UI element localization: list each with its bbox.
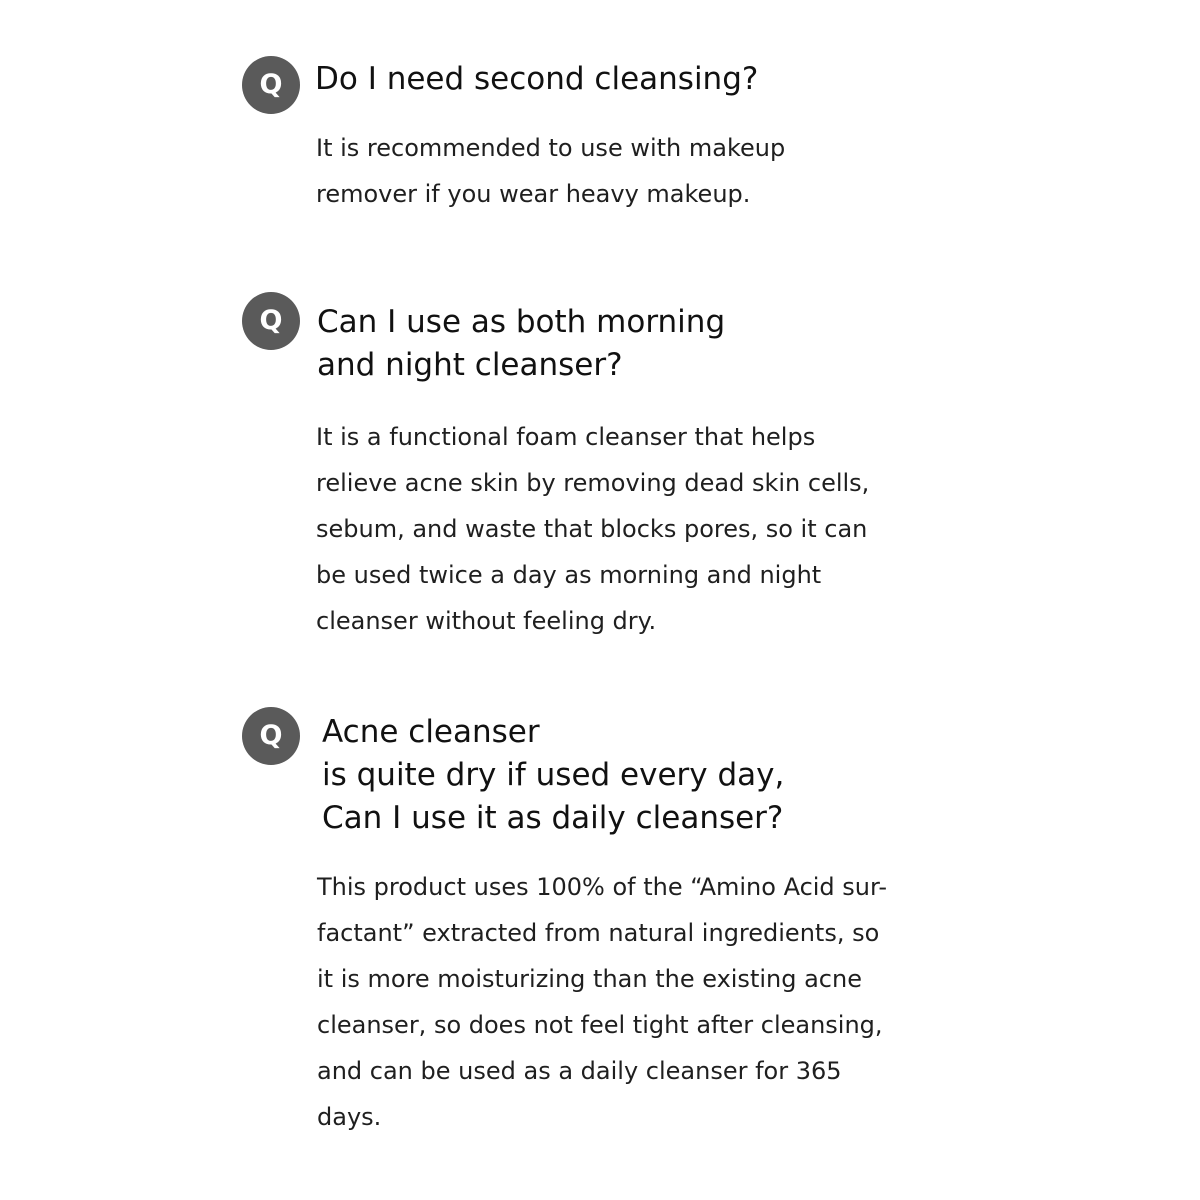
answer-line: relieve acne skin by removing dead skin cells,	[316, 469, 870, 497]
q-badge-icon: Q	[242, 292, 300, 350]
answer-line: cleanser, so does not feel tight after cleansing,	[317, 1011, 883, 1039]
answer-line: sebum, and waste that blocks pores, so it can	[316, 515, 868, 543]
faq-answer	[316, 125, 785, 217]
question-line: and night cleanser?	[317, 347, 623, 383]
faq-answer	[316, 414, 869, 644]
question-line: is quite dry if used every day,	[322, 757, 785, 793]
question-line: Acne cleanser	[322, 714, 540, 750]
answer-line: cleanser without feeling dry.	[316, 607, 657, 635]
answer-line: factant” extracted from natural ingredients, so	[317, 919, 880, 947]
q-badge-icon: Q	[242, 707, 300, 765]
question-line: Do I need second cleansing?	[315, 61, 759, 97]
answer-line: remover if you wear heavy makeup.	[316, 180, 751, 208]
answer-line: days.	[317, 1103, 382, 1131]
answer-line: This product uses 100% of the “Amino Acid sur-	[317, 873, 887, 901]
question-line: Can I use as both morning	[317, 304, 726, 340]
answer-line: and can be used as a daily cleanser for 365	[317, 1057, 842, 1085]
faq-answer	[317, 864, 887, 1140]
answer-line: be used twice a day as morning and night	[316, 561, 822, 589]
faq-question	[317, 301, 725, 387]
answer-line: It is a functional foam cleanser that helps	[316, 423, 816, 451]
question-line: Can I use it as daily cleanser?	[322, 800, 784, 836]
faq-question	[315, 58, 758, 101]
answer-line: it is more moisturizing than the existing acne	[317, 965, 862, 993]
q-badge-icon: Q	[242, 56, 300, 114]
answer-line: It is recommended to use with makeup	[316, 134, 786, 162]
faq-question	[322, 711, 784, 840]
